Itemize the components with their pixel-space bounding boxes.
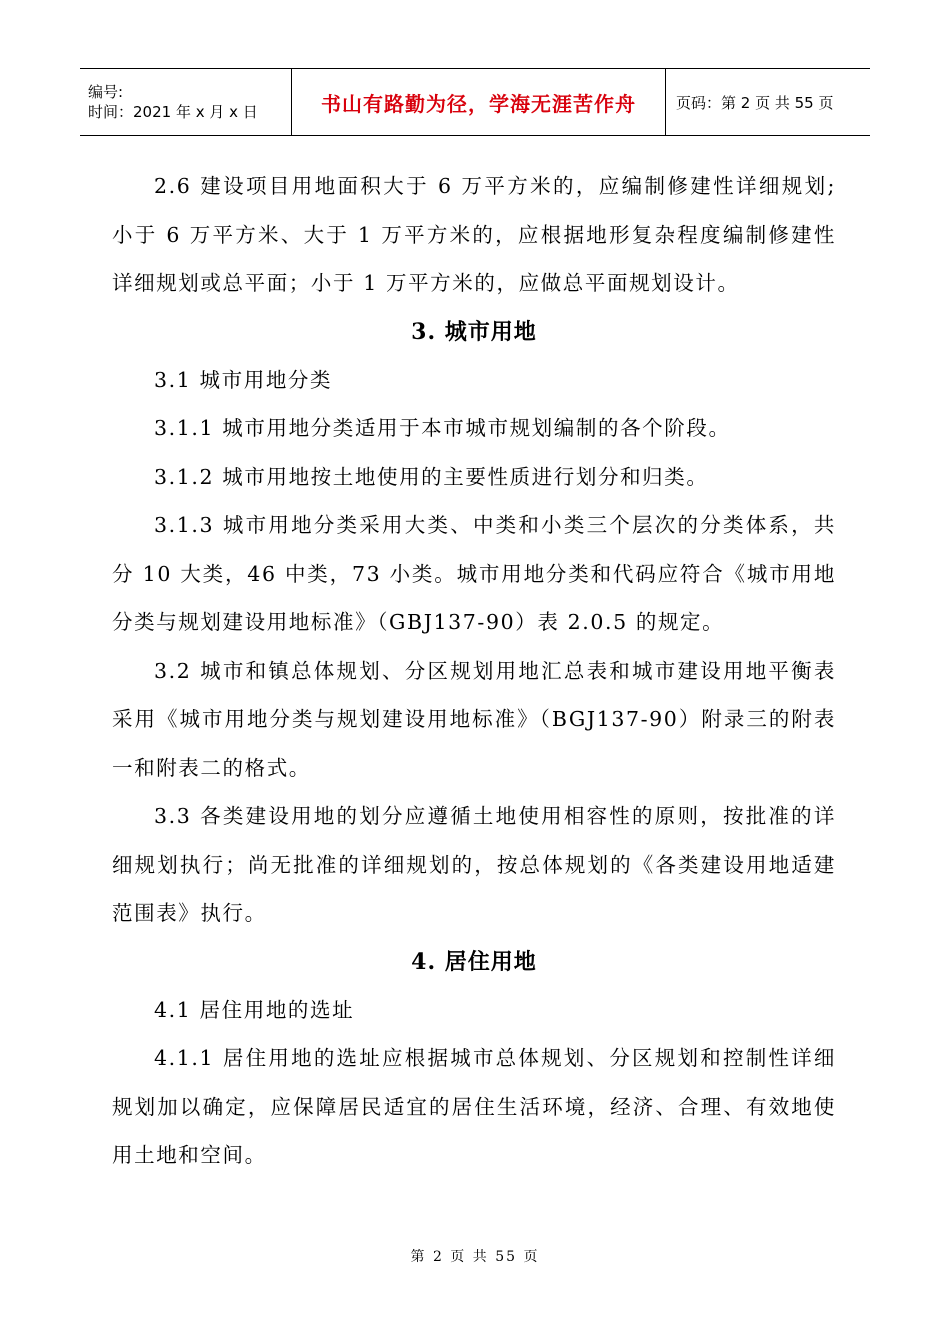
- paragraph-2-6: 2.6 建设项目用地面积大于 6 万平方米的，应编制修建性详细规划; 小于 6 万平方米、大于 1 万平方米的，应根据地形复杂程度编制修建性详细规划或总平面；小于 1 万平方米的，应做总平面规划设计。: [112, 174, 836, 295]
- paragraph-3-3: 3.3 各类建设用地的划分应遵循土地使用相容性的原则，按批准的详细规划执行；尚无批准的详细规划的，按总体规划的《各类建设用地适建范围表》执行。: [112, 804, 836, 925]
- paragraph-4-1: 4.1 居住用地的选址: [154, 997, 355, 1022]
- document-time: 时间：2021 年 x 月 x 日: [88, 103, 258, 121]
- paragraph-3-1-1: 3.1.1 城市用地分类适用于本市城市规划编制的各个阶段。: [154, 416, 731, 440]
- document-body: [112, 162, 836, 1180]
- document-header: [80, 68, 870, 136]
- paragraph-4-1-1: 4.1.1 居住用地的选址应根据城市总体规划、分区规划和控制性详细规划加以确定，应保障居民适宜的居住生活环境，经济、合理、有效地使用土地和空间。: [112, 1046, 836, 1167]
- header-meta: [80, 69, 292, 136]
- page-footer: 第 2 页 共 55 页: [410, 1249, 540, 1265]
- document-number-label: 编号:: [88, 83, 124, 101]
- header-page-info: 页码：第 2 页 共 55 页: [666, 69, 871, 136]
- paragraph-3-1: 3.1 城市用地分类: [154, 367, 333, 392]
- paragraph-3-1-3: 3.1.3 城市用地分类采用大类、中类和小类三个层次的分类体系，共分 10 大类，46 中类，73 小类。城市用地分类和代码应符合《城市用地分类与规划建设用地标准》（GBJ137-90）表 2.0.5 的规定。: [112, 513, 836, 634]
- section-heading-4: 4. 居住用地: [411, 948, 537, 975]
- header-motto: 书山有路勤为径，学海无涯苦作舟: [292, 69, 666, 136]
- paragraph-3-2: 3.2 城市和镇总体规划、分区规划用地汇总表和城市建设用地平衡表采用《城市用地分类与规划建设用地标准》（BGJ137-90）附录三的附表一和附表二的格式。: [112, 658, 836, 780]
- paragraph-3-1-2: 3.1.2 城市用地按土地使用的主要性质进行划分和归类。: [154, 464, 709, 489]
- section-heading-3: 3. 城市用地: [411, 318, 537, 345]
